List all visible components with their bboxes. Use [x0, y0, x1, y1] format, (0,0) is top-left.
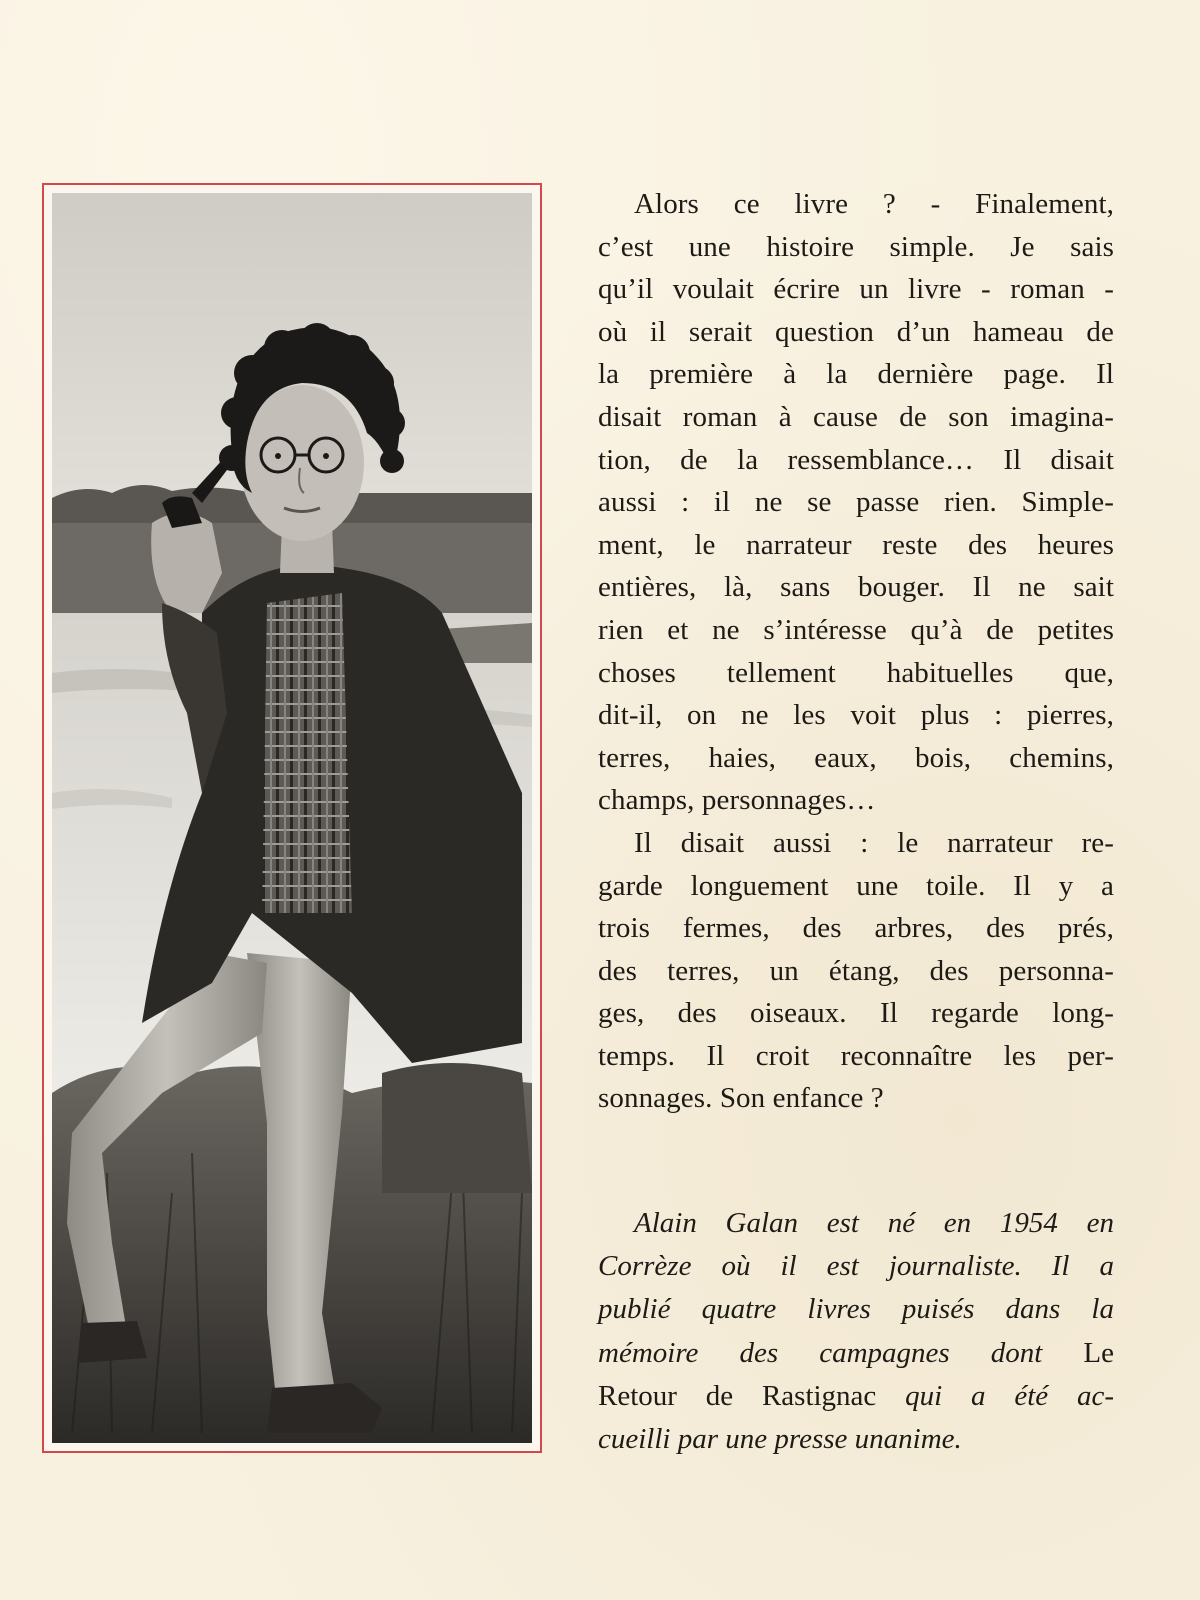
- blurb-paragraph-2: [598, 822, 1114, 1120]
- text-line: ment, le narrateur reste des heures: [598, 528, 1114, 561]
- text-line: la première à la dernière page. Il: [598, 358, 1114, 391]
- text-line: aussi : il ne se passe rien. Simple-: [598, 486, 1114, 519]
- text-line: qu’il voulait écrire un livre - roman -: [598, 273, 1114, 306]
- book-title-segment: Retour de Rastignac: [598, 1379, 877, 1412]
- text-line: choses tellement habituelles que,: [598, 656, 1114, 689]
- bio-line: [598, 1375, 1114, 1418]
- bio-line: Alain Galan est né en 1954 en: [634, 1207, 1114, 1239]
- bio-line: [598, 1332, 1114, 1375]
- text-line: trois fermes, des arbres, des prés,: [598, 912, 1114, 945]
- text-line: Il disait aussi : le narrateur re-: [634, 826, 1114, 859]
- text-line: entières, là, sans bouger. Il ne sait: [598, 571, 1114, 604]
- text-line: garde longuement une toile. Il y a: [598, 869, 1114, 902]
- blurb-text: [598, 183, 1114, 1120]
- author-photo-frame: [42, 183, 542, 1453]
- text-line: terres, haies, eaux, bois, chemins,: [598, 741, 1114, 774]
- book-title-segment: Le: [1083, 1336, 1114, 1369]
- bio-italic-segment: mémoire des campagnes dont: [598, 1336, 1043, 1369]
- text-line: sonnages. Son enfance ?: [598, 1082, 884, 1115]
- author-photo: [52, 193, 532, 1443]
- text-line: où il serait question d’un hameau de: [598, 315, 1114, 348]
- text-line: champs, personnages…: [598, 784, 876, 817]
- bio-line: publié quatre livres puisés dans la: [598, 1293, 1114, 1326]
- text-line: temps. Il croit reconnaître les per-: [598, 1039, 1114, 1072]
- text-line: disait roman à cause de son imagina-: [598, 400, 1114, 433]
- text-line: c’est une histoire simple. Je sais: [598, 230, 1114, 263]
- bio-line: cueilli par une presse unanime.: [598, 1423, 962, 1456]
- text-line: Alors ce livre ? - Finalement,: [634, 188, 1114, 220]
- blurb-paragraph-1: [598, 183, 1114, 822]
- text-line: tion, de la ressemblance… Il disait: [598, 443, 1114, 476]
- text-line: des terres, un étang, des personna-: [598, 954, 1114, 987]
- text-line: dit-il, on ne les voit plus : pierres,: [598, 699, 1114, 732]
- bio-italic-segment: qui a été ac-: [905, 1379, 1114, 1412]
- text-line: ges, des oiseaux. Il regarde long-: [598, 997, 1114, 1030]
- text-line: rien et ne s’intéresse qu’à de petites: [598, 613, 1114, 646]
- author-bio: [598, 1202, 1114, 1461]
- author-photo-image: [52, 193, 532, 1443]
- bio-line: Corrèze où il est journaliste. Il a: [598, 1250, 1114, 1283]
